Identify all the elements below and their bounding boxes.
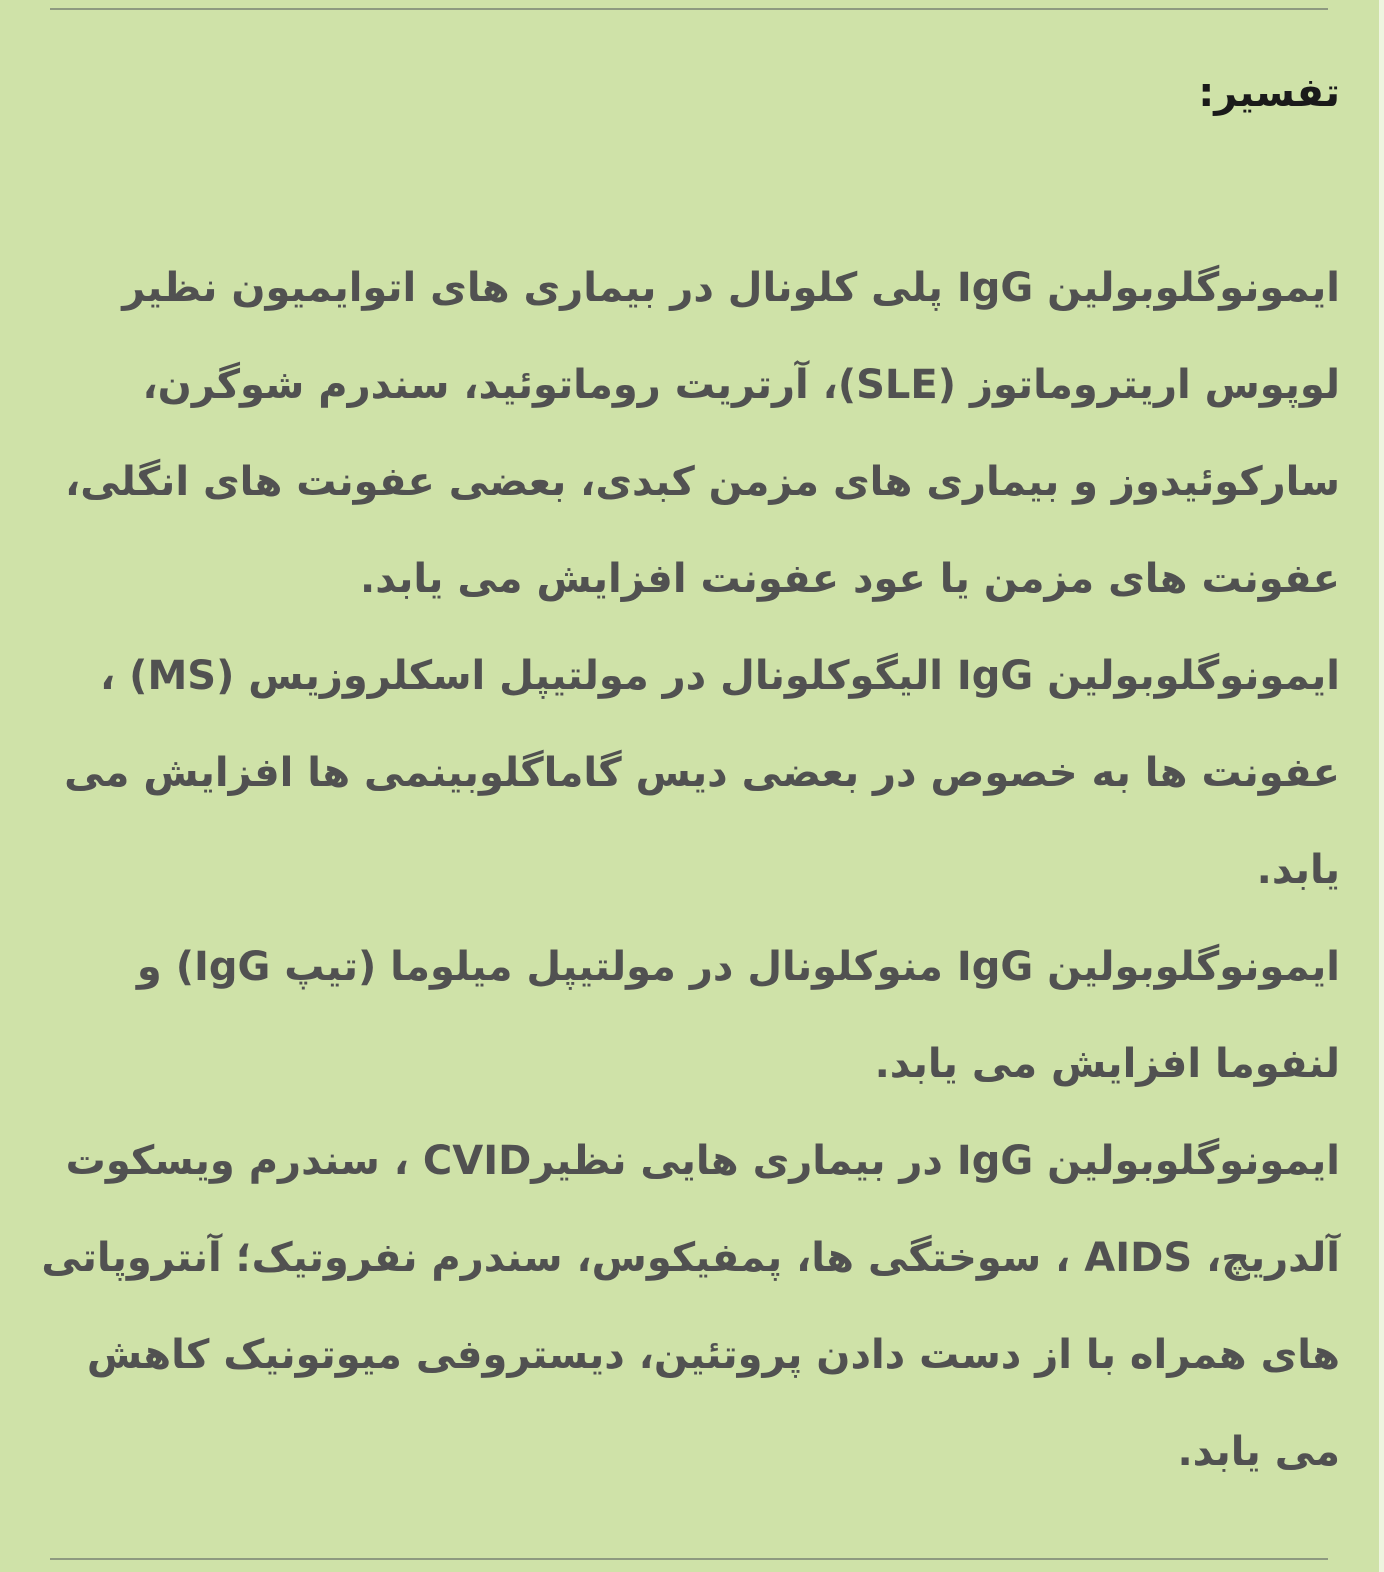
top-divider [50,8,1328,10]
paragraph-list [40,240,1340,1501]
paragraph-oligoclonal: ایمونوگلوبولین IgG الیگوکلونال در مولتیپل اسکلروزیس (MS) ، عفونت ها به خصوص در بعضی دیس گاماگلوبینمی ها افزایش می یابد. [64,653,1340,893]
section-heading: تفسیر: [1198,70,1340,116]
bottom-divider [50,1558,1328,1560]
page-edge [1379,0,1384,1572]
paragraph-polyclonal: ایمونوگلوبولین IgG پلی کلونال در بیماری های اتوایمیون نظیر لوپوس اریتروماتوز (SLE)، آرتریت روماتوئید، سندرم شوگرن، سارکوئیدوز و بیماری های مزمن کبدی، بعضی عفونت های انگلی، عفونت های مزمن یا عود عفونت افزایش می یابد. [65,265,1340,602]
paragraph-decrease: ایمونوگلوبولین IgG در بیماری هایی نظیرCVID ، سندرم ویسکوت آلدریچ، AIDS ، سوختگی ها، پمفیکوس، سندرم نفروتیک؛ آنتروپاتی های همراه با از دست دادن پروتئین، دیستروفی میوتونیک کاهش می یابد. [41,1138,1340,1475]
paragraph-monoclonal: ایمونوگلوبولین IgG منوکلونال در مولتیپل میلوما (تیپ IgG) و لنفوما افزایش می یابد. [136,944,1340,1087]
